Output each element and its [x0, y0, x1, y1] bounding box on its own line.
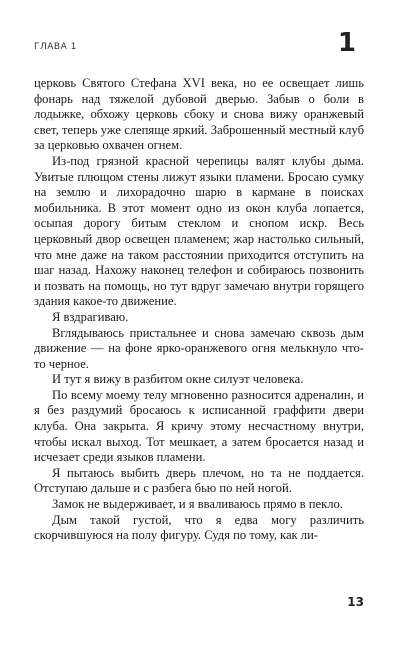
paragraph-5: И тут я вижу в разбитом окне силуэт человека.: [52, 372, 304, 387]
paragraph-7: Я пытаюсь выбить дверь плечом, но та не поддается. Отступаю дальше и с разбега бью по ней ногой.: [34, 465, 364, 496]
chapter-number: 1: [337, 28, 356, 58]
chapter-label: ГЛАВА 1: [34, 42, 77, 52]
paragraph-3: Я вздрагиваю.: [52, 309, 129, 324]
paragraph-2: Из-под грязной красной черепицы валят клубы дыма. Увитые плющом стены лижут языки пламени. Бросаю сумку на землю и лихорадочно шарю в кармане в поисках мобильника. В этот момент одно из окон клуба лопается, осыпая дорогу битым стеклом и снопом искр. Весь церковный двор освещен пламенем; жар настолько сильный, что мне даже на таком расстоянии приходится отступить на шаг назад. Нахожу наконец телефон и собираюсь позвонить и позвать на помощь, но тут вдруг замечаю внутри горящего здания какое-то движение.: [34, 153, 364, 309]
paragraph-1: церковь Святого Стефана XVI века, но ее освещает лишь фонарь над тяжелой дубовой дверью. Забыв о боли в лодыжке, обхожу церковь сбоку и снова вижу оранжевый свет, теперь уже слепяще яркий. Заброшенный местный клуб за церковью охвачен огнем.: [34, 76, 364, 153]
page-number: 13: [347, 595, 364, 609]
running-header: [34, 30, 356, 66]
paragraph-6: По всему моему телу мгновенно разносится адреналин, и я без раздумий бросаюсь к исписанной граффити двери клуба. Она закрыта. Я кричу этому несчастному внутри, чтобы искал выход. Тот мешкает, а затем бросается назад и исчезает среди языков пламени.: [34, 387, 364, 465]
paragraph-4: Вглядываюсь пристальнее и снова замечаю сквозь дым движение — на фоне ярко-оранжевого огня мелькнуло что-то черное.: [34, 325, 364, 371]
paragraph-8: Замок не выдерживает, и я вваливаюсь прямо в пекло.: [52, 497, 343, 512]
paragraph-9: Дым такой густой, что я едва могу различить скорчившуюся на полу фигуру. Судя по тому, как ли-: [34, 512, 364, 543]
body-text: [34, 76, 364, 544]
